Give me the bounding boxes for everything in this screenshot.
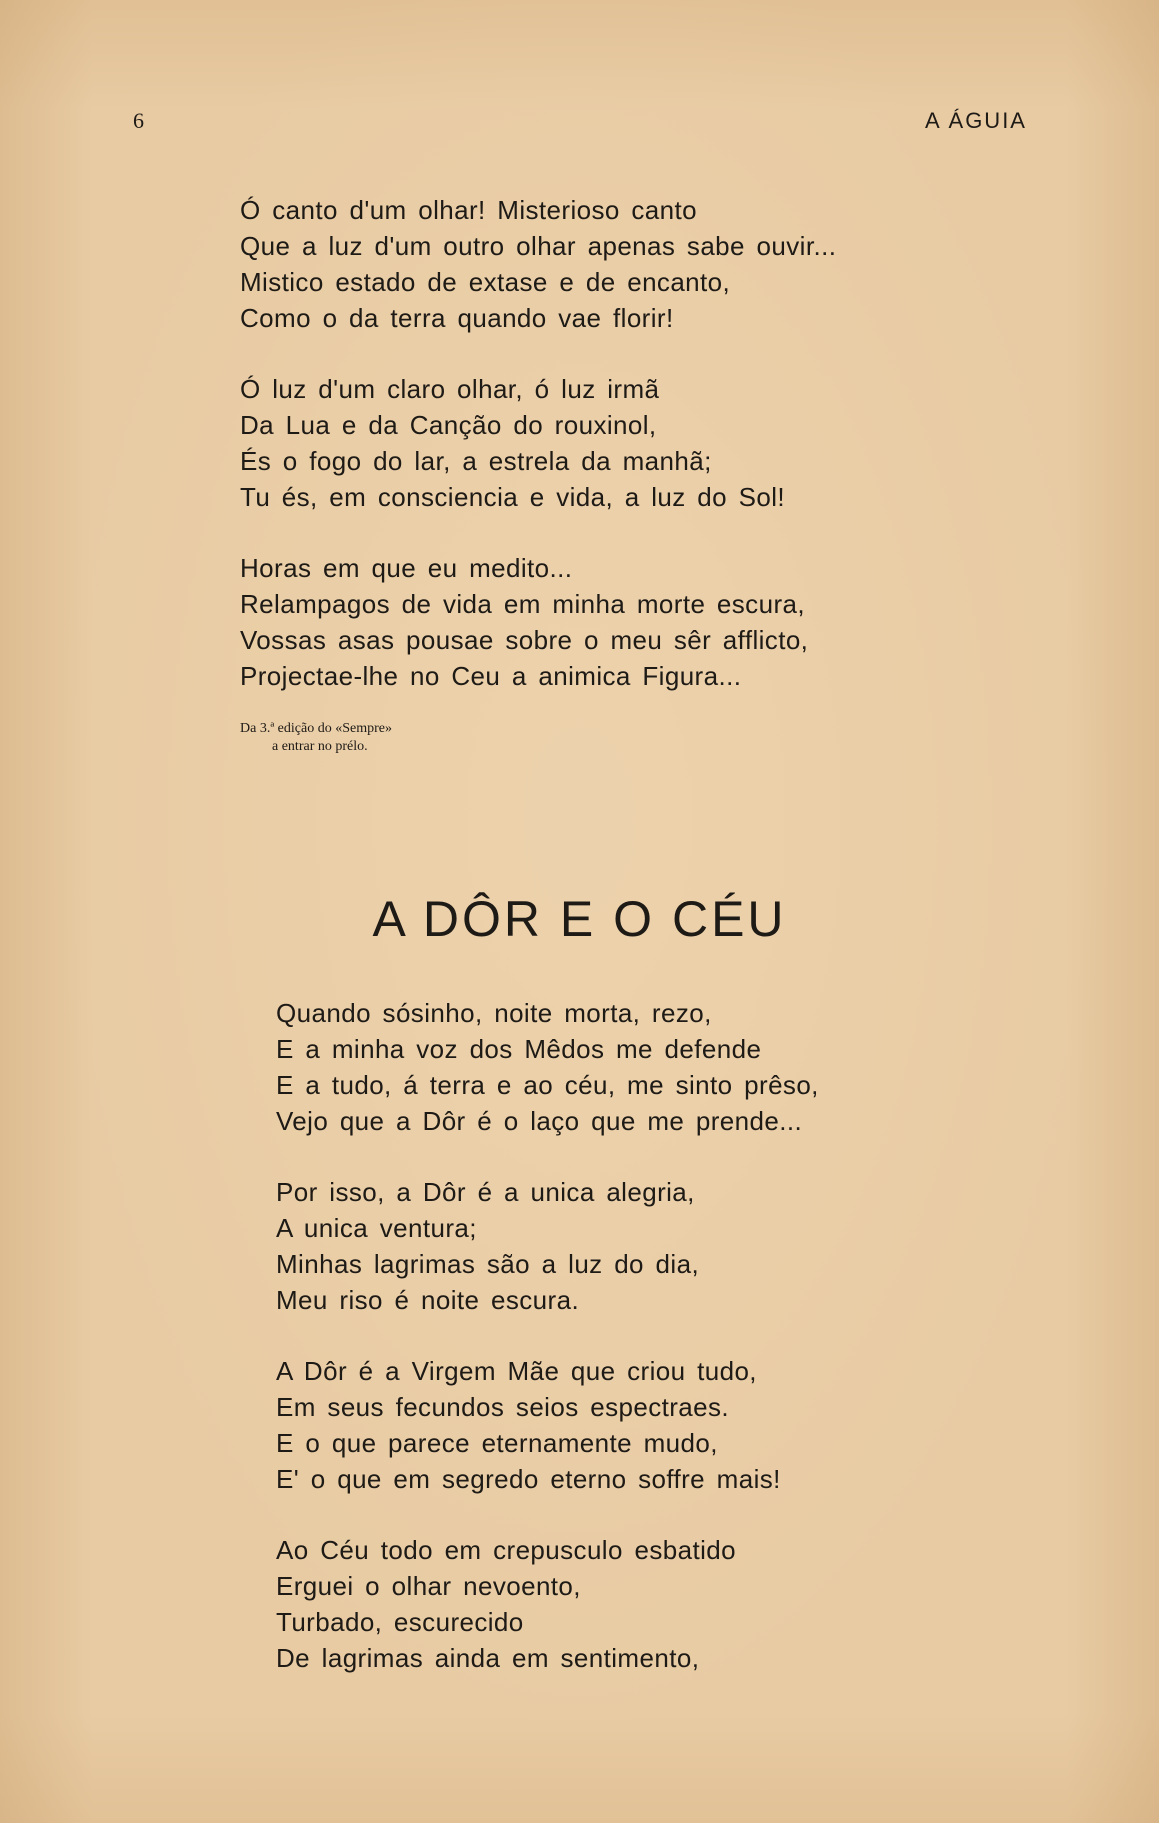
page-number: 6 [133,108,144,133]
edition-note [240,720,392,756]
verse-line: És o fogo do lar, a estrela da manhã; [240,446,712,476]
stanza [240,371,1040,515]
stanza [240,192,1040,336]
page-header [133,108,1027,138]
edition-note-line: a entrar no prélo. [272,739,368,754]
poem-title: A DÔR E O CÉU [372,891,787,947]
verse-line: Minhas lagrimas são a luz do dia, [276,1249,700,1279]
verse-line: A Dôr é a Virgem Mãe que criou tudo, [276,1356,757,1386]
verse-line: E a tudo, á terra e ao céu, me sinto prêso, [276,1070,819,1100]
verse-line: A unica ventura; [276,1213,477,1243]
verse-line: Erguei o olhar nevoento, [276,1571,581,1601]
verse-line: Mistico estado de extase e de encanto, [240,267,731,297]
verse-line: Ó luz d'um claro olhar, ó luz irmã [240,374,660,404]
verse-line: Que a luz d'um outro olhar apenas sabe ouvir... [240,231,837,261]
verse-line: Horas em que eu medito... [240,553,573,583]
verse-line: Vejo que a Dôr é o laço que me prende... [276,1106,803,1136]
verse-line: De lagrimas ainda em sentimento, [276,1643,700,1673]
running-title: A ÁGUIA [924,108,1027,133]
stanza [276,1353,1076,1497]
poem-body [276,995,1076,1711]
verse-line: Quando sósinho, noite morta, rezo, [276,998,712,1028]
verse-line: E o que parece eternamente mudo, [276,1428,718,1458]
verse-line: E a minha voz dos Mêdos me defende [276,1034,762,1064]
stanza [240,550,1040,694]
poem-continuation [240,192,1040,729]
verse-line: Da Lua e da Canção do rouxinol, [240,410,657,440]
verse-line: E' o que em segredo eterno soffre mais! [276,1464,781,1494]
verse-line: Vossas asas pousae sobre o meu sêr afflicto, [240,625,809,655]
stanza [276,1174,1076,1318]
verse-line: Como o da terra quando vae florir! [240,303,674,333]
edition-note-line: Da 3.ª edição do «Sempre» [240,721,392,736]
stanza [276,1532,1076,1676]
verse-line: Projectae-lhe no Ceu a animica Figura... [240,661,742,691]
verse-line: Tu és, em consciencia e vida, a luz do Sol! [240,482,786,512]
verse-line: Turbado, escurecido [276,1607,524,1637]
verse-line: Por isso, a Dôr é a unica alegria, [276,1177,695,1207]
verse-line: Em seus fecundos seios espectraes. [276,1392,730,1422]
verse-line: Meu riso é noite escura. [276,1285,580,1315]
stanza [276,995,1076,1139]
verse-line: Ao Céu todo em crepusculo esbatido [276,1535,736,1565]
verse-line: Ó canto d'um olhar! Misterioso canto [240,195,698,225]
verse-line: Relampagos de vida em minha morte escura, [240,589,805,619]
